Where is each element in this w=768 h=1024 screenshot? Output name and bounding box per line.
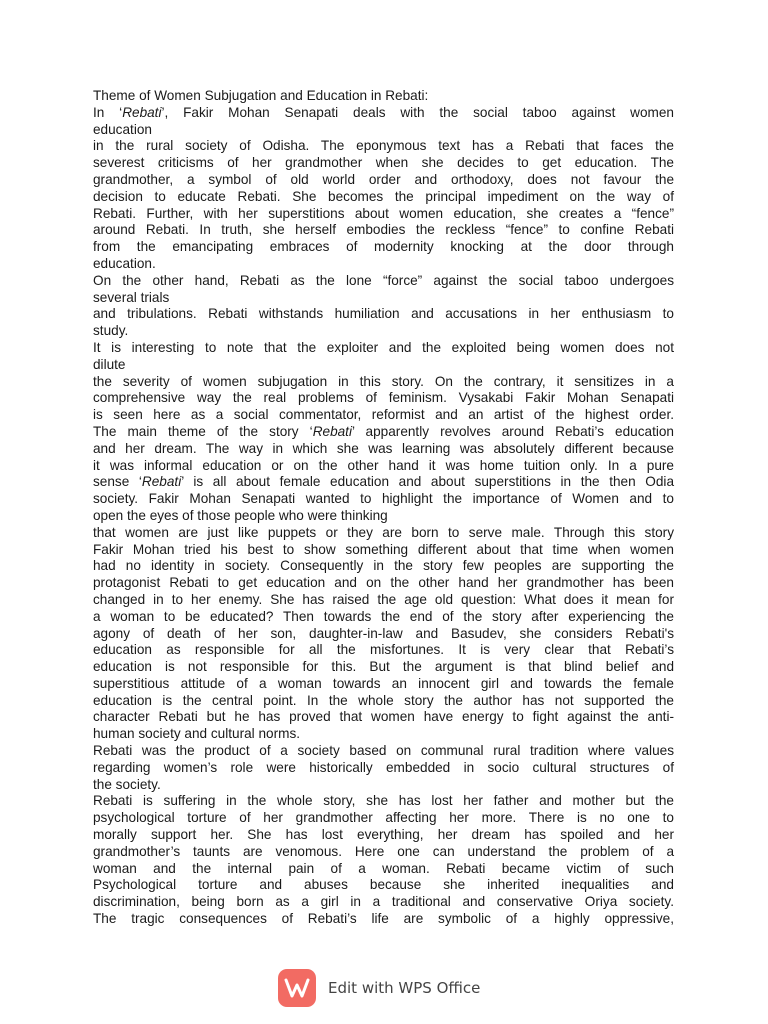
text-line: The tragic consequences of Rebati’s life are symbolic of a highly oppressive, — [93, 911, 674, 927]
text-line: around Rebati. In truth, she herself embodies the reckless “fence” to confine Rebati — [93, 222, 674, 238]
text-segment: ’ is all about female education and about superstitions in the then Odia — [181, 474, 675, 490]
text-line: the severity of women subjugation in this story. On the contrary, it sensitizes in a — [93, 373, 674, 389]
text-segment: ’, Fakir Mohan Senapati deals with the social taboo against women — [161, 104, 674, 120]
text-line: superstitious attitude of a woman towards an innocent girl and towards the female — [93, 675, 674, 691]
text-line: agony of death of her son, daughter-in-law and Basudev, she considers Rebati's — [93, 625, 674, 641]
text-line: and tribulations. Rebati withstands humiliation and accusations in her enthusiasm to — [93, 306, 674, 322]
wps-office-logo-icon — [278, 969, 316, 1007]
text-line: it was informal education or on the other hand it was home tuition only. In a pure — [93, 457, 674, 473]
text-line: Psychological torture and abuses because she inherited inequalities and — [93, 877, 674, 893]
text-line — [93, 105, 674, 122]
text-line: Rebati was the product of a society based on communal rural tradition where values — [93, 743, 674, 759]
text-line: It is interesting to note that the exploiter and the exploited being women does not — [93, 339, 674, 355]
text-line: education. — [93, 255, 156, 271]
text-line: society. Fakir Mohan Senapati wanted to highlight the importance of Women and to — [93, 491, 674, 507]
text-line: human society and cultural norms. — [93, 726, 301, 742]
text-line: discrimination, being born as a girl in a traditional and conservative Oriya society. — [93, 894, 674, 910]
text-line: in the rural society of Odisha. The eponymous text has a Rebati that faces the — [93, 138, 674, 154]
text-segment: ’ apparently revolves around Rebati’s education — [351, 423, 674, 439]
text-line: severest criticisms of her grandmother when she decides to get education. The — [93, 155, 674, 171]
text-line: the society. — [93, 776, 161, 792]
text-line: Fakir Mohan tried his best to show something different about that time when women — [93, 541, 674, 557]
text-line: protagonist Rebati to get education and on the other hand her grandmother has been — [93, 575, 674, 591]
document-title: Theme of Women Subjugation and Education in Rebati: — [93, 88, 429, 103]
text-line: study. — [93, 323, 129, 339]
text-line: education is not responsible for this. But the argument is that blind belief and — [93, 659, 674, 675]
text-line: decision to educate Rebati. She becomes the principal impediment on the way of — [93, 188, 674, 204]
text-line: that women are just like puppets or they are born to serve male. Through this story — [93, 524, 674, 540]
text-line — [93, 424, 674, 441]
text-line: several trials — [93, 289, 170, 305]
text-segment: The main theme of the story ‘ — [93, 423, 313, 439]
text-line: and her dream. The way in which she was learning was absolutely different because — [93, 440, 674, 456]
text-line: changed in to her enemy. She has raised the age old question: What does it mean for — [93, 591, 674, 607]
italic-title: Rebati — [312, 423, 352, 439]
text-line: education as responsible for all the misfortunes. It is very clear that Rebati’s — [93, 642, 674, 658]
text-line: dilute — [93, 356, 126, 372]
italic-title: Rebati — [122, 104, 162, 120]
edit-with-wps-link[interactable]: Edit with WPS Office — [328, 979, 481, 997]
text-line: a woman to be educated? Then towards the end of the story after experiencing the — [93, 608, 674, 624]
italic-title: Rebati — [141, 474, 182, 490]
text-line: education is the central point. In the whole story the author has not supported the — [93, 692, 674, 708]
text-line: grandmother’s taunts are venomous. Here one can understand the problem of a — [93, 843, 674, 859]
text-line: open the eyes of those people who were thinking — [93, 507, 388, 523]
text-line: had no identity in society. Consequently in the story few peoples are supporting the — [93, 558, 674, 574]
text-line: woman and the internal pain of a woman. Rebati became victim of such — [93, 860, 674, 876]
text-line: On the other hand, Rebati as the lone “force” against the social taboo undergoes — [93, 272, 674, 288]
text-line: grandmother, a symbol of old world order and orthodoxy, does not favour the — [93, 171, 674, 187]
text-line: Rebati. Further, with her superstitions about women education, she creates a “fence” — [93, 205, 674, 221]
document-body — [93, 88, 674, 928]
text-line: psychological torture of her grandmother affecting her more. There is no one to — [93, 810, 674, 826]
text-line: comprehensive way the real problems of feminism. Vysakabi Fakir Mohan Senapati — [93, 390, 674, 406]
text-line: is seen here as a social commentator, reformist and an artist of the highest order. — [93, 407, 674, 423]
text-segment: In ‘ — [93, 104, 123, 120]
text-line: character Rebati but he has proved that women have energy to fight against the anti- — [93, 709, 674, 725]
text-segment: sense ‘ — [93, 474, 142, 490]
paragraph-lines — [93, 105, 674, 928]
text-line: education — [93, 121, 152, 137]
text-line: regarding women’s role were historically embedded in socio cultural structures of — [93, 759, 674, 775]
text-line: morally support her. She has lost everything, her dream has spoiled and her — [93, 827, 674, 843]
wps-edit-banner[interactable] — [278, 969, 480, 1007]
text-line: Rebati is suffering in the whole story, she has lost her father and mother but the — [93, 793, 674, 809]
text-line — [93, 474, 674, 491]
text-line: from the emancipating embraces of modernity knocking at the door through — [93, 239, 674, 255]
